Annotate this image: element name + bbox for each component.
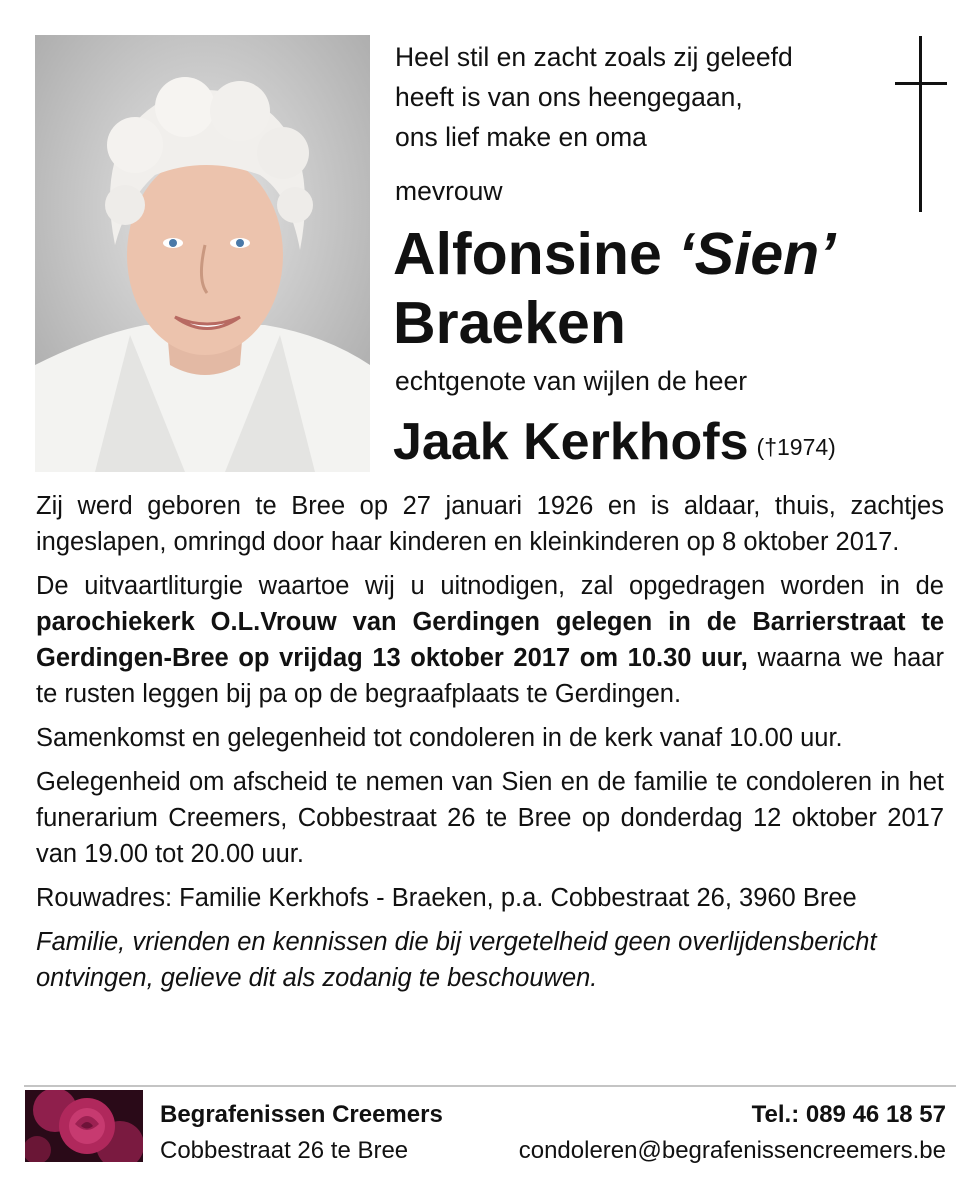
deceased-last-name: Braeken [393,290,626,356]
footer-divider [24,1085,956,1087]
intro-line: Heel stil en zacht zoals zij geleefd [395,42,793,72]
announcement-body [36,488,944,1004]
gathering-paragraph: Samenkomst en gelegenheid tot condoleren in de kerk vanaf 10.00 uur. [36,724,843,752]
deceased-first-name: Alfonsine [393,221,662,287]
spouse-death-year: (†1974) [756,434,836,460]
funeral-intro: De uitvaartliturgie waartoe wij u uitnodigen, zal opgedragen worden in de [36,572,944,600]
deceased-first-name-line [393,218,836,290]
spouse-intro: echtgenote van wijlen de heer [395,366,748,396]
deceased-title: mevrouw [395,176,503,206]
funeral-home-name: Begrafenissen Creemers [160,1101,443,1128]
spouse-name: Jaak Kerkhofs [393,413,749,471]
funeral-burial: waarna we haar te rusten leggen bij pa op de begraafplaats te Gerdingen. [36,644,944,708]
birth-paragraph: Zij werd geboren te Bree op 27 januari 1926 en is aldaar, thuis, zachtjes ingeslapen, omringd door haar kinderen en kleinkinderen op 8 oktober 2017. [36,492,944,556]
mourning-address: Rouwadres: Familie Kerkhofs - Braeken, p.a. Cobbestraat 26, 3960 Bree [36,884,857,912]
intro-text [395,37,875,157]
closing-note: Familie, vrienden en kennissen die bij vergetelheid geen overlijdensbericht ontvingen, gelieve dit als zodanig te beschouwen. [36,928,877,992]
spouse-line [393,411,836,478]
cross-icon [895,36,947,212]
funeral-home-phone[interactable]: Tel.: 089 46 18 57 [751,1101,946,1128]
funeral-paragraph [36,568,944,712]
funeral-details: parochiekerk O.L.Vrouw van Gerdingen gelegen in de Barrierstraat te Gerdingen-Bree op vrijdag 13 oktober 2017 om 10.30 uur, [36,608,944,672]
portrait-illustration [35,35,370,472]
farewell-paragraph: Gelegenheid om afscheid te nemen van Sien en de familie te condoleren in het funerarium Creemers, Cobbestraat 26 te Bree op donderdag 12 oktober 2017 van 19.00 tot 20.00 uur. [36,768,944,868]
intro-line: heeft is van ons heengegaan, [395,82,743,112]
intro-line: ons lief make en oma [395,122,647,152]
rose-icon [25,1090,143,1162]
funeral-home-email[interactable]: condoleren@begrafenissencreemers.be [518,1137,946,1164]
funeral-home-address: Cobbestraat 26 te Bree [160,1137,409,1164]
deceased-nickname: ‘Sien’ [678,221,836,287]
portrait-photo [35,35,370,472]
